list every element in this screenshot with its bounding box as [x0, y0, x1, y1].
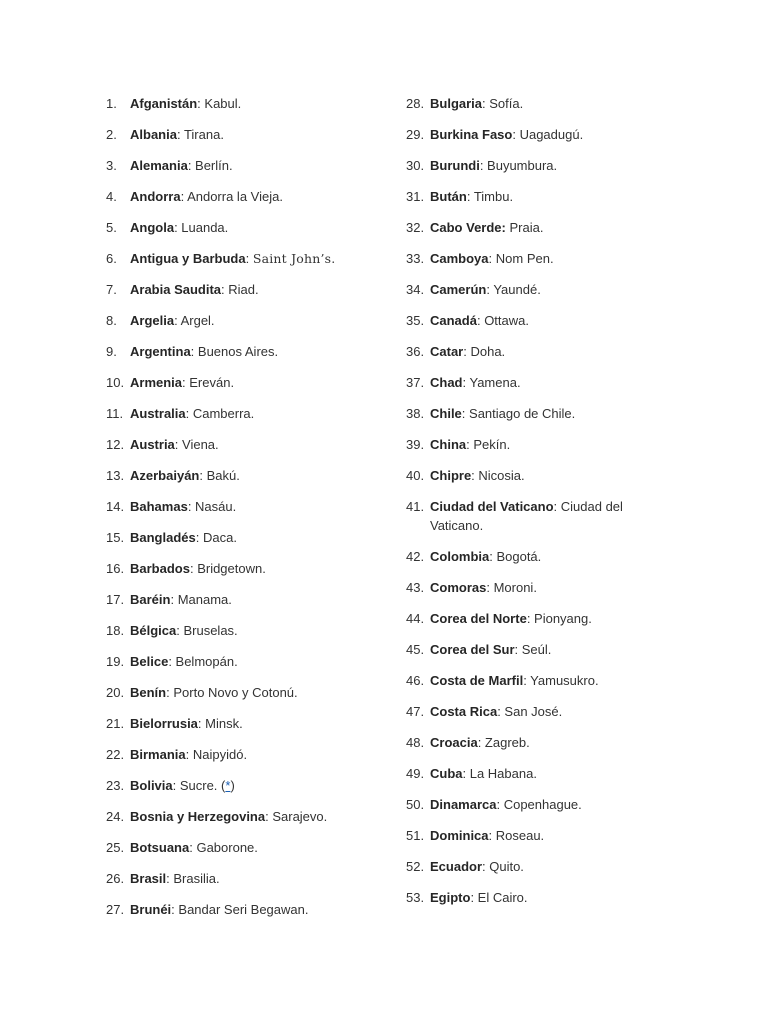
capital-name: : Yaundé.: [486, 282, 541, 297]
item-number: 43.: [406, 580, 425, 595]
list-item: [406, 94, 646, 113]
country-name: Corea del Norte: [430, 611, 527, 626]
country-name: Brunéi: [130, 902, 172, 917]
item-number: 40.: [406, 468, 425, 483]
list-item: [406, 466, 646, 485]
list-item: [406, 249, 646, 268]
country-name: Bután: [430, 189, 467, 204]
country-name: Cabo Verde:: [430, 220, 506, 235]
item-number: 25.: [106, 840, 125, 855]
capital-name: : Daca.: [195, 530, 237, 545]
country-name: Cuba: [430, 766, 463, 781]
item-number: 37.: [406, 375, 425, 390]
country-list-right: [406, 94, 646, 919]
list-item: [106, 807, 386, 826]
item-number: 30.: [406, 158, 425, 173]
item-number: 45.: [406, 642, 425, 657]
item-number: 27.: [106, 902, 125, 917]
country-name: Antigua y Barbuda: [130, 251, 246, 266]
list-item: [406, 435, 646, 454]
item-number: 1.: [106, 96, 117, 111]
country-name: Costa de Marfil: [430, 673, 524, 688]
item-number: 39.: [406, 437, 425, 452]
item-number: 51.: [406, 828, 425, 843]
item-number: 47.: [406, 704, 425, 719]
list-item: [406, 702, 646, 721]
item-number: 34.: [406, 282, 425, 297]
capital-name: : Pionyang.: [526, 611, 592, 626]
list-item: [106, 497, 386, 516]
list-item: [406, 311, 646, 330]
list-item: [106, 373, 386, 392]
capital-name: : Andorra la Vieja.: [180, 189, 283, 204]
country-name: Austria: [130, 437, 175, 452]
capital-name: : Luanda.: [174, 220, 229, 235]
country-name: Bélgica: [130, 623, 177, 638]
country-name: Botsuana: [130, 840, 190, 855]
item-number: 21.: [106, 716, 125, 731]
country-name: Colombia: [430, 549, 490, 564]
country-name: Bolivia: [130, 778, 173, 793]
capital-name: : Yamusukro.: [523, 673, 599, 688]
item-number: 15.: [106, 530, 125, 545]
list-item: [106, 559, 386, 578]
capital-name: : Moroni.: [486, 580, 537, 595]
item-number: 53.: [406, 890, 425, 905]
capital-name: : Gaborone.: [189, 840, 258, 855]
list-item: [406, 497, 646, 535]
capital-name: : Camberra.: [185, 406, 255, 421]
capital-name: : Bruselas.: [176, 623, 238, 638]
capital-name: : Sucre. (: [172, 778, 226, 793]
country-name: Chipre: [430, 468, 472, 483]
country-name: Baréin: [130, 592, 171, 607]
item-number: 36.: [406, 344, 425, 359]
country-name: Andorra: [130, 189, 181, 204]
list-item: [106, 776, 386, 795]
capital-name: : Berlín.: [187, 158, 233, 173]
list-item: [406, 857, 646, 876]
country-name: Brasil: [130, 871, 167, 886]
country-name: Camboya: [430, 251, 489, 266]
capital-name: : San José.: [497, 704, 563, 719]
country-name: Bielorrusia: [130, 716, 198, 731]
capital-name: : Quito.: [482, 859, 524, 874]
country-name: Chad: [430, 375, 463, 390]
list-item: [106, 466, 386, 485]
country-name: Argentina: [130, 344, 191, 359]
country-name: Barbados: [130, 561, 190, 576]
country-name: Argelia: [130, 313, 175, 328]
list-item: [106, 714, 386, 733]
list-item: [106, 342, 386, 361]
capital-name: : Viena.: [174, 437, 219, 452]
capital-name: : Ottawa.: [476, 313, 529, 328]
country-name: Corea del Sur: [430, 642, 515, 657]
country-name: Bosnia y Herzegovina: [130, 809, 266, 824]
item-number: 28.: [406, 96, 425, 111]
list-item: [106, 125, 386, 144]
item-number: 24.: [106, 809, 125, 824]
country-name: Burundi: [430, 158, 480, 173]
capital-name: : Buenos Aires.: [190, 344, 279, 359]
capital-name: : Copenhague.: [496, 797, 582, 812]
list-item: [406, 373, 646, 392]
capital-name-serif: Saint John’s.: [252, 251, 336, 266]
item-number: 6.: [106, 251, 117, 266]
list-item: [406, 404, 646, 423]
capital-name: : Doha.: [463, 344, 506, 359]
country-name: Alemania: [130, 158, 188, 173]
capital-name: : Zagreb.: [477, 735, 530, 750]
capital-name: : Santiago de Chile.: [461, 406, 576, 421]
footnote-link[interactable]: *: [225, 778, 231, 793]
list-item: [406, 609, 646, 628]
country-name: Ciudad del Vaticano: [430, 499, 554, 514]
item-number: 10.: [106, 375, 125, 390]
list-item: [406, 156, 646, 175]
capital-name: : Argel.: [174, 313, 215, 328]
list-item: [406, 795, 646, 814]
list-item: [406, 280, 646, 299]
country-name: Catar: [430, 344, 464, 359]
capital-name: : Tirana.: [176, 127, 224, 142]
capital-name: : Uagadugú.: [512, 127, 584, 142]
list-item: [106, 435, 386, 454]
list-item: [106, 838, 386, 857]
capital-name: : Sofía.: [482, 96, 524, 111]
capital-name: : Ereván.: [182, 375, 235, 390]
item-number: 18.: [106, 623, 125, 638]
list-item: [106, 900, 386, 919]
capital-name: : Manama.: [170, 592, 232, 607]
item-number: 7.: [106, 282, 117, 297]
item-number: 12.: [106, 437, 125, 452]
capital-name: : Bogotá.: [489, 549, 542, 564]
item-number: 20.: [106, 685, 125, 700]
item-number: 17.: [106, 592, 125, 607]
capital-name: : Roseau.: [488, 828, 545, 843]
item-number: 41.: [406, 499, 425, 514]
list-item: [406, 547, 646, 566]
item-number: 31.: [406, 189, 425, 204]
capital-name: : Nasáu.: [187, 499, 237, 514]
capital-name: : Naipyidó.: [185, 747, 248, 762]
capital-name: : Bridgetown.: [189, 561, 266, 576]
item-number: 5.: [106, 220, 117, 235]
capital-name: : Brasilia.: [166, 871, 220, 886]
capital-name: :: [245, 251, 253, 266]
item-number: 4.: [106, 189, 117, 204]
list-item: [106, 249, 386, 268]
item-number: 3.: [106, 158, 117, 173]
capital-name: : Riad.: [221, 282, 259, 297]
item-number: 42.: [406, 549, 425, 564]
capital-name: : Nom Pen.: [488, 251, 554, 266]
item-number: 35.: [406, 313, 425, 328]
list-item: [106, 683, 386, 702]
country-name: Afganistán: [130, 96, 198, 111]
item-number: 9.: [106, 344, 117, 359]
country-name: Benín: [130, 685, 167, 700]
list-item: [106, 187, 386, 206]
item-number: 52.: [406, 859, 425, 874]
country-name: Bulgaria: [430, 96, 483, 111]
item-number: 44.: [406, 611, 425, 626]
country-name: Comoras: [430, 580, 487, 595]
list-item: [406, 125, 646, 144]
capital-name: : Sarajevo.: [265, 809, 328, 824]
list-item: [406, 578, 646, 597]
list-item: [406, 342, 646, 361]
list-item: [106, 621, 386, 640]
item-number: 46.: [406, 673, 425, 688]
list-item: [406, 733, 646, 752]
country-name: Ecuador: [430, 859, 483, 874]
capital-name: : Seúl.: [514, 642, 552, 657]
country-name: Croacia: [430, 735, 478, 750]
item-number: 29.: [406, 127, 425, 142]
item-number: 26.: [106, 871, 125, 886]
item-number: 23.: [106, 778, 125, 793]
list-item: [406, 218, 646, 237]
list-item: [106, 652, 386, 671]
capital-name: : Nicosia.: [471, 468, 525, 483]
item-number: 22.: [106, 747, 125, 762]
country-name: China: [430, 437, 467, 452]
country-name: Birmania: [130, 747, 186, 762]
country-name: Canadá: [430, 313, 477, 328]
closing-paren: ): [230, 778, 235, 793]
list-item: [406, 187, 646, 206]
country-name: Azerbaiyán: [130, 468, 200, 483]
item-number: 13.: [106, 468, 125, 483]
capital-name: : El Cairo.: [470, 890, 528, 905]
country-name: Australia: [130, 406, 186, 421]
list-item: [406, 888, 646, 907]
list-item: [406, 640, 646, 659]
item-number: 8.: [106, 313, 117, 328]
list-item: [106, 869, 386, 888]
capital-name: : Buyumbura.: [479, 158, 558, 173]
capital-name: : Kabul.: [197, 96, 242, 111]
capital-name: : Bakú.: [199, 468, 240, 483]
capital-name: : Ciudad del Vaticano.: [430, 499, 623, 533]
list-item: [406, 826, 646, 845]
capital-name: : Pekín.: [466, 437, 511, 452]
country-name: Burkina Faso: [430, 127, 513, 142]
capital-name: : Timbu.: [466, 189, 514, 204]
item-number: 2.: [106, 127, 117, 142]
item-number: 11.: [106, 406, 124, 421]
item-number: 38.: [406, 406, 425, 421]
item-number: 33.: [406, 251, 425, 266]
country-name: Angola: [130, 220, 175, 235]
country-name: Armenia: [130, 375, 183, 390]
item-number: 49.: [406, 766, 425, 781]
country-name: Costa Rica: [430, 704, 498, 719]
list-item: [106, 745, 386, 764]
country-name: Bahamas: [130, 499, 188, 514]
list-item: [106, 94, 386, 113]
capital-name: : Porto Novo y Cotonú.: [166, 685, 298, 700]
country-name: Bangladés: [130, 530, 196, 545]
item-number: 16.: [106, 561, 125, 576]
capital-name: : La Habana.: [462, 766, 537, 781]
country-name: Arabia Saudita: [130, 282, 222, 297]
item-number: 48.: [406, 735, 425, 750]
item-number: 50.: [406, 797, 425, 812]
list-item: [106, 311, 386, 330]
country-name: Dominica: [430, 828, 489, 843]
capital-name: : Yamena.: [462, 375, 521, 390]
country-name: Camerún: [430, 282, 487, 297]
country-list-left: [106, 94, 386, 931]
capital-name: : Bandar Seri Begawan.: [171, 902, 309, 917]
list-item: [406, 764, 646, 783]
country-name: Albania: [130, 127, 177, 142]
list-item: [406, 671, 646, 690]
list-item: [106, 218, 386, 237]
item-number: 14.: [106, 499, 125, 514]
country-name: Dinamarca: [430, 797, 497, 812]
list-item: [106, 156, 386, 175]
capital-name: : Belmopán.: [168, 654, 238, 669]
item-number: 19.: [106, 654, 125, 669]
list-item: [106, 590, 386, 609]
item-number: 32.: [406, 220, 425, 235]
list-item: [106, 280, 386, 299]
capital-name: : Minsk.: [197, 716, 243, 731]
list-item: [106, 404, 386, 423]
country-name: Belice: [130, 654, 169, 669]
list-item: [106, 528, 386, 547]
capital-name: Praia.: [505, 220, 544, 235]
country-name: Chile: [430, 406, 462, 421]
country-name: Egipto: [430, 890, 471, 905]
